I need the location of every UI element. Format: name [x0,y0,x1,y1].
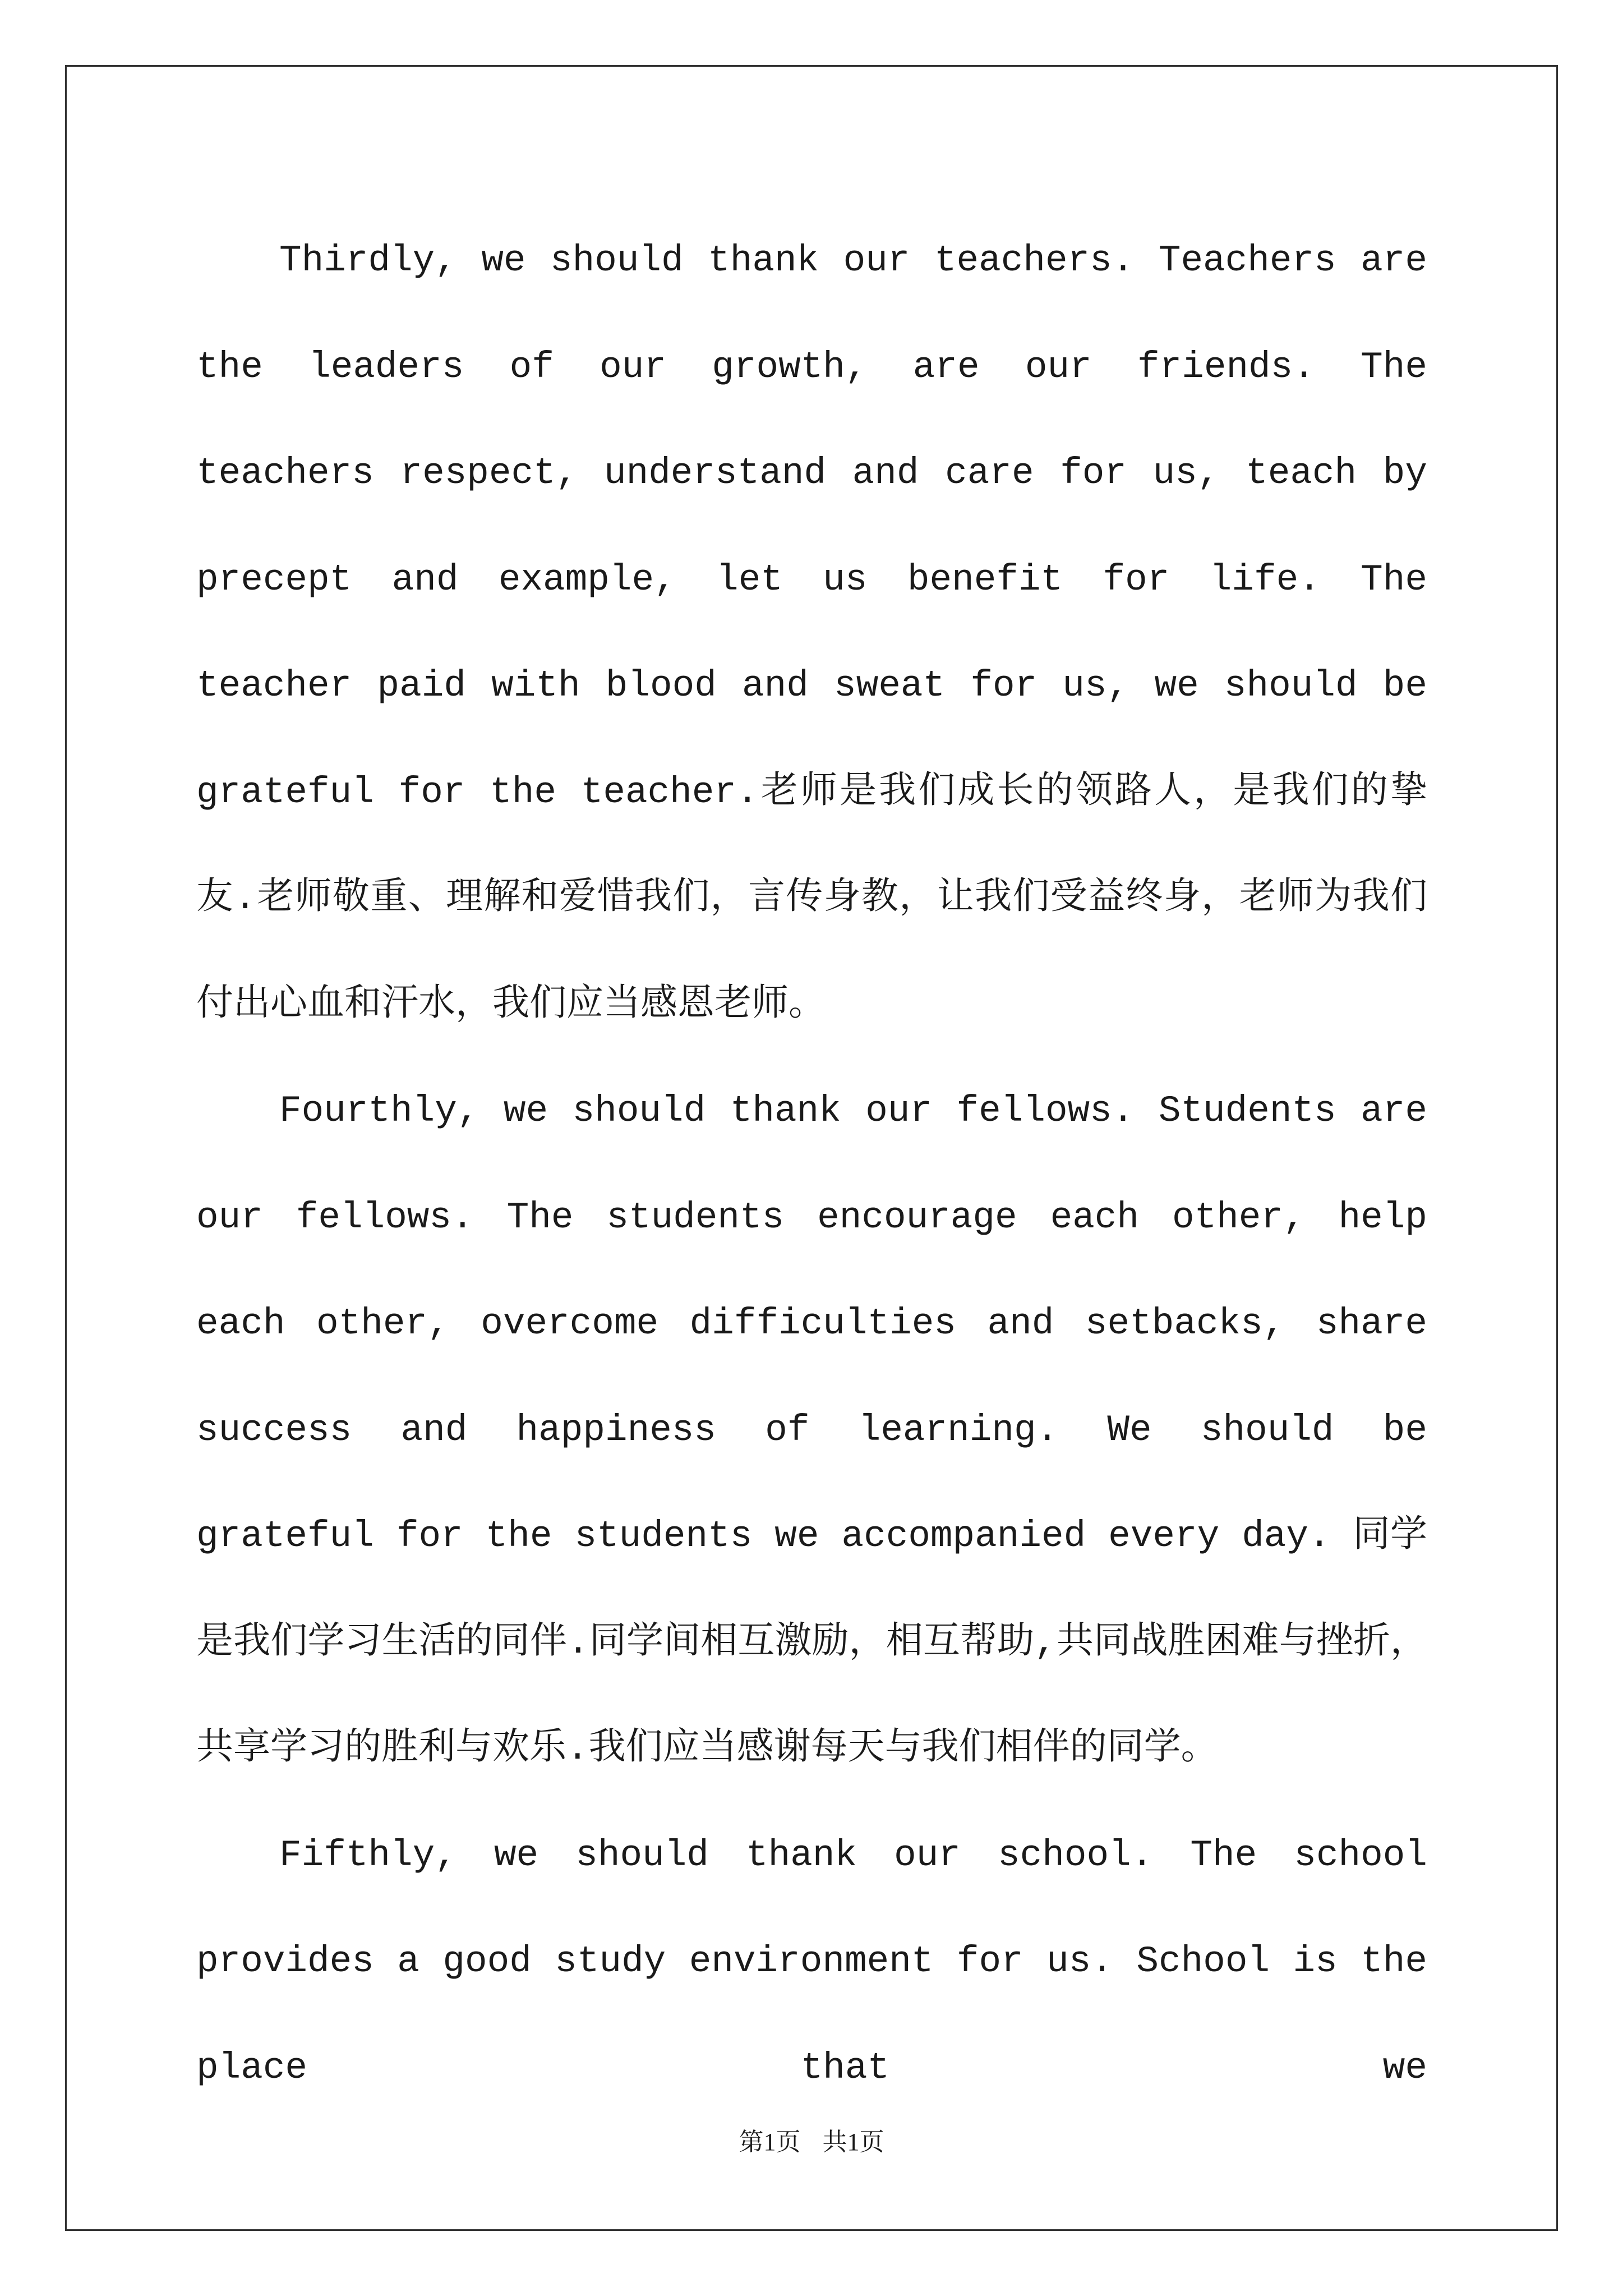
page-number: 第1页 [739,2128,801,2156]
page-total: 共1页 [822,2128,884,2156]
document-body [196,208,1427,2121]
page-footer [0,2122,1623,2157]
paragraph-fellows: Fourthly, we should thank our fellows. Students are our fellows. The students encourage each other, help each other, overcome difficulties and setbacks, share success and happiness of learning. We should be grateful for the students we accompanied every day. 同学是我们学习生活的同伴.同学间相互激励，相互帮助,共同战胜困难与挫折，共享学习的胜利与欢乐.我们应当感谢每天与我们相伴的同学。 [196,1090,1427,1770]
paragraph-teachers: Thirdly, we should thank our teachers. Teachers are the leaders of our growth, are our friends. The teachers respect, understand and care for us, teach by precept and example, let us benefit for life. The teacher paid with blood and sweat for us, we should be grateful for the teacher.老师是我们成长的领路人，是我们的挚友.老师敬重、理解和爱惜我们，言传身教，让我们受益终身，老师为我们付出心血和汗水，我们应当感恩老师。 [196,240,1427,1026]
paragraph-school: Fifthly, we should thank our school. The school provides a good study environment for us. School is the place that we [196,1834,1427,2089]
